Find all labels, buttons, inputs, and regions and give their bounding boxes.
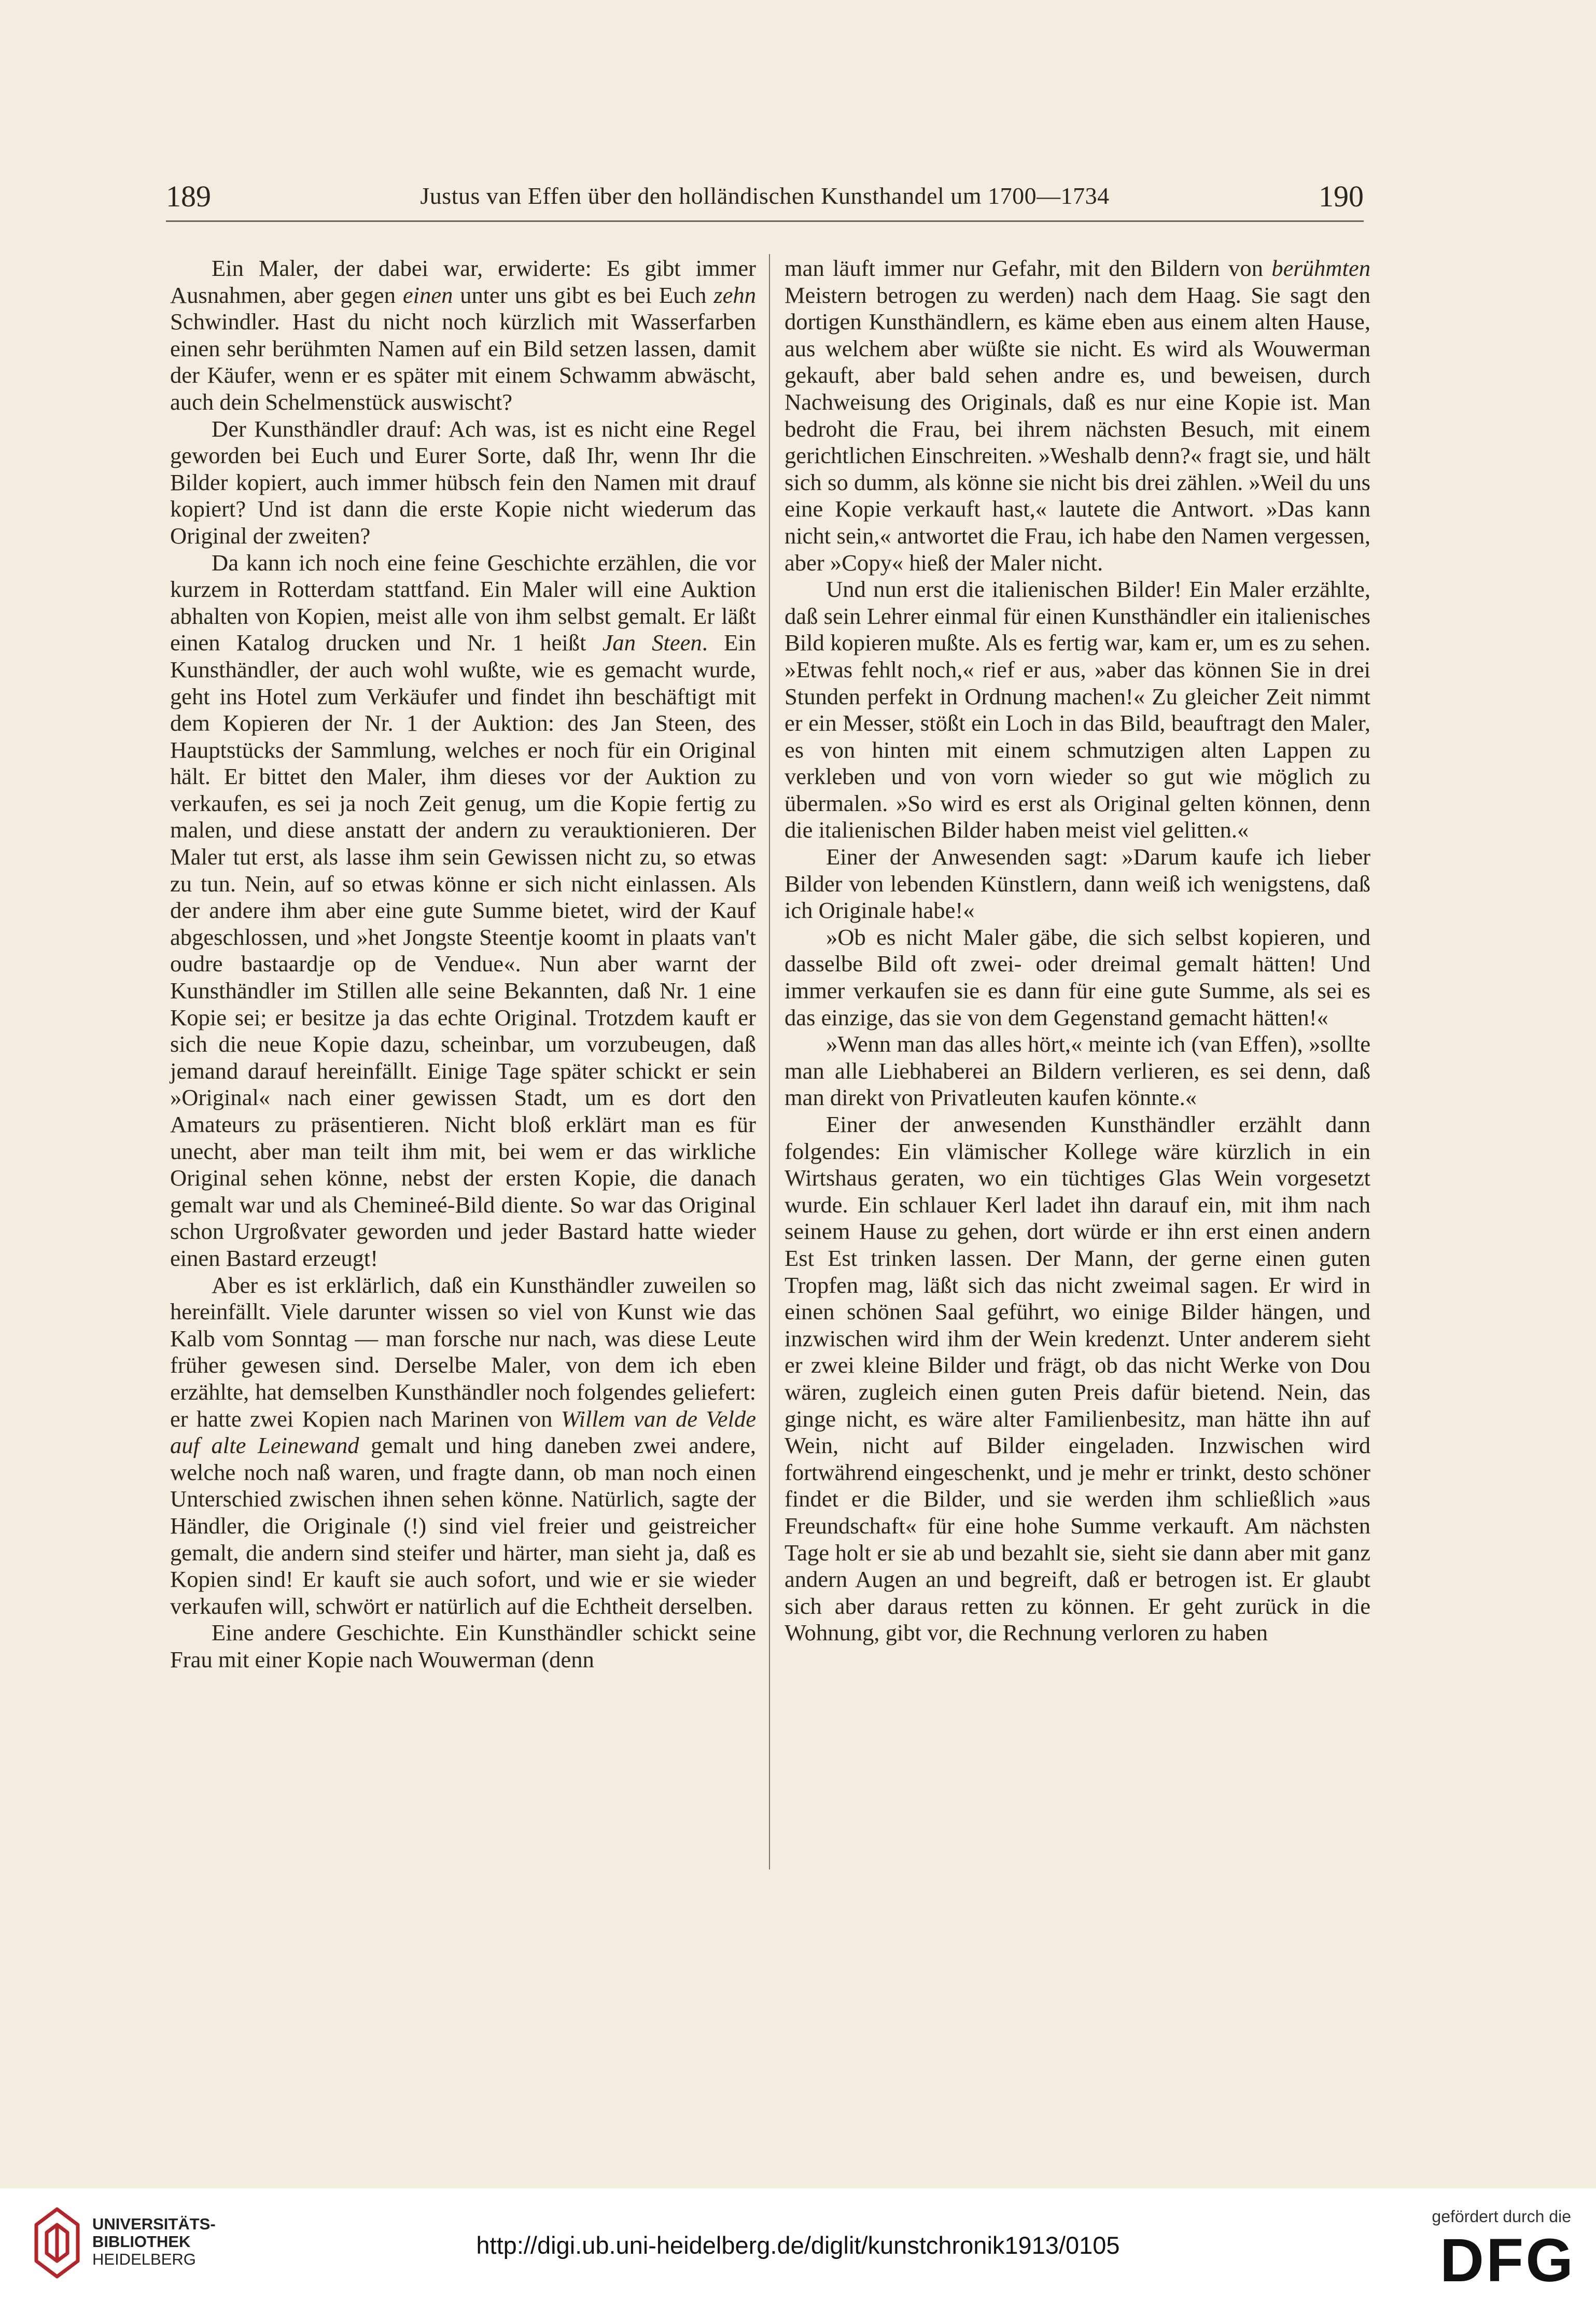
paragraph: Aber es ist erklärlich, daß ein Kunsthändler zuweilen so hereinfällt. Viele darunter wissen so viel von Kunst wie das Kalb vom Sonntag — man forsche nur nach, was diese Leute früher gewesen sind. Derselbe Maler, von dem ich eben erzählte, hat demselben Kunsthändler noch folgendes geliefert: er hatte zwei Kopien nach Marinen von Willem van de Velde auf alte Leinewand gemalt und hing daneben zwei andere, welche noch naß waren, und fragte dann, ob man noch einen Unterschied zwischen ihnen sehen könne. Natürlich, sagte der Händler, die Originale (!) sind viel freier und geistreicher gemalt, die andern sind steifer und härter, man sieht ja, daß es Kopien sind! Er kauft sie auch sofort, und wie er sie wieder verkaufen will, schwört er natürlich auf die Echtheit derselben. xyxy=(170,1272,756,1619)
right-column xyxy=(785,255,1370,1647)
header-rule xyxy=(166,220,1364,222)
library-name-line3: HEIDELBERG xyxy=(92,2250,196,2268)
left-column xyxy=(170,255,756,1673)
paragraph: Ein Maler, der dabei war, erwiderte: Es gibt immer Ausnahmen, aber gegen einen unter uns gibt es bei Euch zehn Schwindler. Hast du nicht noch kürzlich mit Wasserfarben einen sehr berühmten Namen auf ein Bild setzen lassen, damit der Käufer, wenn er es später mit einem Schwamm abwäscht, auch dein Schelmenstück auswischt? xyxy=(170,255,756,415)
column-divider xyxy=(769,254,770,1869)
paragraph: Einer der Anwesenden sagt: »Darum kaufe ich lieber Bilder von lebenden Künstlern, dann weiß ich wenigstens, daß ich Originale habe!« xyxy=(785,844,1370,924)
library-name-line2: BIBLIOTHEK xyxy=(92,2233,191,2251)
funding-caption: gefördert durch die xyxy=(1432,2207,1571,2226)
page-number-right: 190 xyxy=(1319,179,1364,213)
paragraph: Der Kunsthändler drauf: Ach was, ist es nicht eine Regel geworden bei Euch und Eurer Sorte, daß Ihr, wenn Ihr die Bilder kopiert, auch immer hübsch fein den Namen mit drauf kopiert? Und ist dann die erste Kopie nicht wiederum das Original der zweiten? xyxy=(170,415,756,549)
paragraph: Und nun erst die italienischen Bilder! Ein Maler erzählte, daß sein Lehrer einmal für einen Kunsthändler ein italienisches Bild kopieren mußte. Als es fertig war, kam er, um es zu sehen. »Etwas fehlt noch,« rief er aus, »aber das können Sie in drei Stunden perfekt in Ordnung machen!« Zu gleicher Zeit nimmt er ein Messer, stößt ein Loch in das Bild, beauftragt den Maler, es von hinten mit einem schmutzigen alten Lappen zu verkleben und von vorn wieder so gut wie möglich zu übermalen. »So wird es erst als Original gelten können, denn die italienischen Bilder haben meist viel gelitten.« xyxy=(785,576,1370,843)
paragraph: »Ob es nicht Maler gäbe, die sich selbst kopieren, und dasselbe Bild oft zwei- oder dreimal gemalt hätten! Und immer verkaufen sie es dann für eine gute Summe, als sei es das einzige, das sie von dem Gegenstand gemacht hätten!« xyxy=(785,924,1370,1030)
dfg-logo: DFG xyxy=(1439,2226,1575,2295)
paragraph: Eine andere Geschichte. Ein Kunsthändler schickt seine Frau mit einer Kopie nach Wouwerman (denn xyxy=(170,1620,756,1672)
library-name-line1: UNIVERSITÄTS- xyxy=(92,2215,216,2233)
paragraph: man läuft immer nur Gefahr, mit den Bildern von berühmten Meistern betrogen zu werden) nach dem Haag. Sie sagt den dortigen Kunsthändlern, es käme eben aus einem alten Hause, aus welchem aber wüßte sie nicht. Es wird als Wouwerman gekauft, aber bald sehen andre es, und beweisen, durch Nachweisung des Originals, daß es nur eine Kopie ist. Man bedroht die Frau, bei ihrem nächsten Besuch, mit einem gerichtlichen Einschreiten. »Weshalb denn?« fragt sie, und hält sich so dumm, als könne sie nicht bis drei zählen. »Weil du uns eine Kopie verkauft hast,« lautete die Antwort. »Das kann nicht sein,« antwortet die Frau, ich habe den Namen vergessen, aber »Copy« hieß der Maler nicht. xyxy=(785,255,1370,576)
footer-bar xyxy=(0,2188,1596,2302)
paragraph: Einer der anwesenden Kunsthändler erzählt dann folgendes: Ein vlämischer Kollege wäre kürzlich in ein Wirtshaus geraten, wo ein tüchtiges Glas Wein vorgesetzt wurde. Ein schlauer Kerl ladet ihn darauf ein, mit ihm nach seinem Hause zu gehen, dort würde er ihn erst einen andern Est Est trinken lassen. Der Mann, der gerne einen guten Tropfen mag, läßt sich das nicht zweimal sagen. Er wird in einen schönen Saal geführt, wo einige Bilder hängen, und inzwischen wird ihm der Wein kredenzt. Unter anderem sieht er zwei kleine Bilder und frägt, ob das nicht Werke von Dou wären, zugleich einen guten Preis dafür bietend. Nein, das ginge nicht, es wäre alter Familienbesitz, man hätte ihn auf Wein, nicht auf Bilder eingeladen. Inzwischen wird fortwährend eingeschenkt, und je mehr er trinkt, desto schöner findet er die Bilder, und sie werden ihm schließlich »aus Freundschaft« für eine hohe Summe verkauft. Am nächsten Tage holt er sie ab und bezahlt sie, sieht sie dann aber mit ganz andern Augen an und begreift, daß er betrogen ist. Er glaubt sich aber daraus retten zu können. Er geht zurück in die Wohnung, gibt vor, die Rechnung verloren zu haben xyxy=(785,1111,1370,1646)
source-url-link[interactable]: http://digi.ub.uni-heidelberg.de/diglit/kunstchronik1913/0105 xyxy=(476,2231,1120,2259)
page-number-left: 189 xyxy=(166,179,211,213)
running-header xyxy=(166,179,1364,226)
running-title: Justus van Effen über den holländischen Kunsthandel um 1700—1734 xyxy=(420,183,1110,209)
paragraph: Da kann ich noch eine feine Geschichte erzählen, die vor kurzem in Rotterdam stattfand. Ein Maler will eine Auktion abhalten von Kopien, meist alle von ihm selbst gemalt. Er läßt einen Katalog drucken und Nr. 1 heißt Jan Steen. Ein Kunsthändler, der auch wohl wußte, wie es gemacht wurde, geht ins Hotel zum Verkäufer und findet ihn beschäftigt mit dem Kopieren der Nr. 1 der Auktion: des Jan Steen, des Hauptstücks der Sammlung, welches er noch für ein Original hält. Er bittet den Maler, ihm dieses vor der Auktion zu verkaufen, es sei ja noch Zeit genug, um die Kopie fertig zu malen, und diese anstatt der andern zu verauktionieren. Der Maler tut erst, als lasse ihm sein Gewissen nicht zu, so etwas zu tun. Nein, auf so etwas könne er sich nicht einlassen. Als der andere ihm aber eine gute Summe bietet, wird der Kauf abgeschlossen, und »het Jongste Steentje koomt in plaats van't oudre bastaardje op de Vendue«. Nun aber warnt der Kunsthändler im Stillen alle seine Bekannten, daß Nr. 1 eine Kopie sei; er besitze ja das echte Original. Trotzdem kauft er sich die neue Kopie dazu, scheinbar, um vorzubeugen, daß jemand darauf hereinfällt. Einige Tage später schickt er sein »Original« nach einer gewissen Stadt, um es dort den Amateurs zu präsentieren. Nicht bloß erklärt man es für unecht, aber man teilt ihm mit, bei wem er das wirkliche Original sehen könne, nebst der ersten Kopie, die danach gemalt war und als Chemineé-Bild diente. So war das Original schon Urgroßvater geworden und jeder Bastard hatte wieder einen Bastard erzeugt! xyxy=(170,549,756,1271)
paragraph: »Wenn man das alles hört,« meinte ich (van Effen), »sollte man alle Liebhaberei an Bildern verlieren, es sei denn, daß man direkt von Privatleuten kaufen könnte.« xyxy=(785,1031,1370,1111)
